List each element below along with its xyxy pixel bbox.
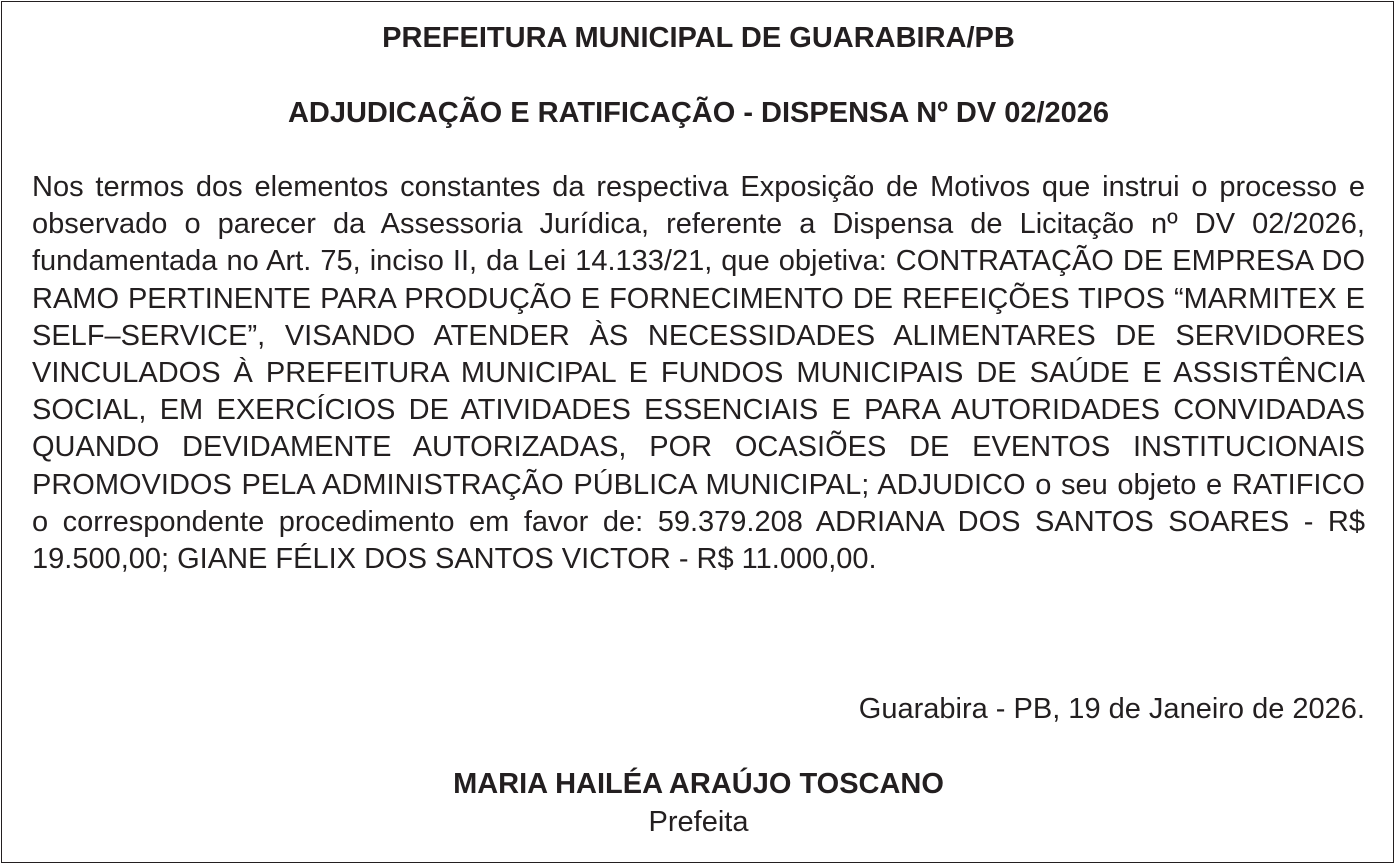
place-and-date: Guarabira - PB, 19 de Janeiro de 2026. xyxy=(858,693,1365,725)
signer-name: MARIA HAILÉA ARAÚJO TOSCANO xyxy=(453,768,944,800)
issuing-entity: PREFEITURA MUNICIPAL DE GUARABIRA/PB xyxy=(382,22,1015,54)
notice-body: Nos termos dos elementos constantes da respectiva Exposição de Motivos que instrui o processo e observado o parecer da Assessoria Jurídica, referente a Dispensa de Licitação nº DV 02/2026, fundamentada no Art. 75, inciso II, da Lei 14.133/21, que objetiva: CONTRATAÇÃO DE EMPRESA DO RAMO PERTINENTE PARA PRODUÇÃO E FORNECIMENTO DE REFEIÇÕES TIPOS “MARMITEX E SELF–SERVICE”, VISANDO ATENDER ÀS NECESSIDADES ALIMENTARES DE SERVIDORES VINCULADOS À PREFEITURA MUNICIPAL E FUNDOS MUNICIPAIS DE SAÚDE E ASSISTÊNCIA SOCIAL, EM EXERCÍCIOS DE ATIVIDADES ESSENCIAIS E PARA AUTORIDADES CONVIDADAS QUANDO DEVIDAMENTE AUTORIZADAS, POR OCASIÕES DE EVENTOS INSTITUCIONAIS PROMOVIDOS PELA ADMINISTRAÇÃO PÚBLICA MUNICIPAL; ADJUDICO o seu objeto e RATIFICO o correspondente procedimento em favor de: 59.379.208 ADRIANA DOS SANTOS SOARES - R$ 19.500,00; GIANE FÉLIX DOS SANTOS VICTOR - R$ 11.000,00. xyxy=(32,171,1365,576)
signer-role: Prefeita xyxy=(648,806,749,838)
notice-title: ADJUDICAÇÃO E RATIFICAÇÃO - DISPENSA Nº DV 02/2026 xyxy=(287,97,1110,129)
